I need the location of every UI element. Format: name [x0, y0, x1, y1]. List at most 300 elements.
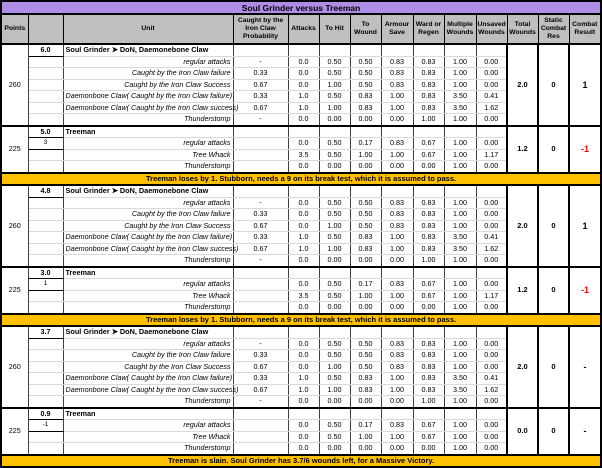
value-cell[interactable]: 1.00 — [444, 56, 476, 68]
value-cell[interactable]: 0.00 — [381, 443, 413, 455]
value-cell[interactable]: 0.83 — [413, 373, 444, 385]
result-banner[interactable]: Treeman is slain. Soul Grinder has 3.7/6 wounds left, for a Massive Victory. — [1, 455, 601, 468]
value-cell[interactable]: 0.50 — [319, 197, 350, 209]
column-header-total-wounds[interactable]: Total Wounds — [507, 14, 538, 44]
value-cell[interactable]: 3.50 — [444, 384, 476, 396]
value-cell[interactable] — [350, 408, 381, 420]
value-cell[interactable]: 0.50 — [319, 149, 350, 161]
score-note-cell[interactable] — [28, 384, 63, 396]
unit-title-cell[interactable]: Soul Grinder ➤ DoN, Daemonebone Claw — [63, 185, 233, 197]
value-cell[interactable]: 1.00 — [319, 361, 350, 373]
score-note-cell[interactable] — [28, 302, 63, 314]
value-cell[interactable]: 0.83 — [413, 232, 444, 244]
value-cell[interactable]: 0.83 — [381, 279, 413, 291]
probability-cell[interactable] — [233, 443, 288, 455]
value-cell[interactable]: 1.00 — [350, 290, 381, 302]
value-cell[interactable] — [476, 44, 507, 56]
points-cell[interactable]: 225 — [1, 408, 28, 455]
value-cell[interactable]: 0.67 — [413, 431, 444, 443]
column-header-points[interactable]: Points — [1, 14, 28, 44]
combat-result-cell[interactable]: -1 — [569, 126, 601, 173]
value-cell[interactable]: 0.67 — [413, 138, 444, 150]
attack-type-label[interactable]: Thunderstomp — [63, 443, 233, 455]
value-cell[interactable]: 0.0 — [288, 443, 319, 455]
value-cell[interactable]: 0.83 — [381, 420, 413, 432]
value-cell[interactable]: 0.00 — [319, 255, 350, 267]
value-cell[interactable]: 1.00 — [444, 350, 476, 362]
value-cell[interactable] — [288, 44, 319, 56]
value-cell[interactable]: 0.0 — [288, 138, 319, 150]
value-cell[interactable]: 0.41 — [476, 373, 507, 385]
attack-type-label[interactable]: Daemonbone Claw( Caught by the Iron Claw success) — [63, 102, 233, 114]
value-cell[interactable]: 0.0 — [288, 255, 319, 267]
value-cell[interactable] — [381, 185, 413, 197]
unit-score-cell[interactable]: 4.8 — [28, 185, 63, 197]
value-cell[interactable]: 3.5 — [288, 149, 319, 161]
value-cell[interactable]: 1.0 — [288, 232, 319, 244]
points-cell[interactable]: 260 — [1, 44, 28, 126]
probability-cell[interactable]: 0.67 — [233, 384, 288, 396]
probability-cell[interactable] — [233, 138, 288, 150]
attack-type-label[interactable]: Thunderstomp — [63, 302, 233, 314]
probability-cell[interactable] — [233, 44, 288, 56]
value-cell[interactable]: 3.5 — [288, 290, 319, 302]
score-note-cell[interactable] — [28, 431, 63, 443]
column-header-unsaved-wounds[interactable]: Unsaved Wounds — [476, 14, 507, 44]
score-note-cell[interactable] — [28, 361, 63, 373]
attack-type-label[interactable]: regular attacks — [63, 279, 233, 291]
value-cell[interactable]: 0.00 — [350, 302, 381, 314]
probability-cell[interactable]: 0.67 — [233, 361, 288, 373]
value-cell[interactable]: 0.0 — [288, 79, 319, 91]
static-combat-res-cell[interactable]: 0 — [538, 326, 569, 408]
value-cell[interactable]: 0.0 — [288, 338, 319, 350]
value-cell[interactable]: 0.00 — [381, 161, 413, 173]
attack-type-label[interactable]: regular attacks — [63, 138, 233, 150]
value-cell[interactable]: 0.50 — [319, 138, 350, 150]
score-note-cell[interactable] — [28, 102, 63, 114]
value-cell[interactable]: 0.83 — [350, 373, 381, 385]
unit-score-cell[interactable]: 5.0 — [28, 126, 63, 138]
probability-cell[interactable]: - — [233, 114, 288, 126]
attack-type-label[interactable]: Caught by the Iron Claw Success — [63, 361, 233, 373]
value-cell[interactable]: 0.50 — [319, 290, 350, 302]
value-cell[interactable]: 0.83 — [350, 243, 381, 255]
value-cell[interactable] — [413, 44, 444, 56]
score-note-cell[interactable] — [28, 290, 63, 302]
value-cell[interactable]: 0.83 — [413, 91, 444, 103]
value-cell[interactable]: 0.0 — [288, 197, 319, 209]
unit-score-cell[interactable]: 3.0 — [28, 267, 63, 279]
attack-type-label[interactable]: Daemonbone Claw( Caught by the Iron Claw failure) — [63, 232, 233, 244]
value-cell[interactable] — [319, 126, 350, 138]
value-cell[interactable]: 0.83 — [381, 220, 413, 232]
value-cell[interactable]: 1.00 — [319, 384, 350, 396]
value-cell[interactable]: 0.00 — [319, 114, 350, 126]
value-cell[interactable]: 0.67 — [413, 290, 444, 302]
value-cell[interactable]: 0.50 — [319, 431, 350, 443]
result-banner[interactable]: Treeman loses by 1. Stubborn, needs a 9 on its break test, which it is assumed to pass. — [1, 173, 601, 186]
value-cell[interactable]: 1.17 — [476, 149, 507, 161]
value-cell[interactable] — [350, 126, 381, 138]
value-cell[interactable]: 0.50 — [319, 68, 350, 80]
probability-cell[interactable]: 0.33 — [233, 373, 288, 385]
value-cell[interactable]: 1.00 — [381, 149, 413, 161]
value-cell[interactable]: 0.83 — [381, 209, 413, 221]
value-cell[interactable]: 0.00 — [476, 431, 507, 443]
value-cell[interactable]: 0.00 — [350, 161, 381, 173]
value-cell[interactable]: 1.00 — [319, 79, 350, 91]
attack-type-label[interactable]: regular attacks — [63, 197, 233, 209]
combat-result-cell[interactable]: -1 — [569, 267, 601, 314]
points-cell[interactable]: 225 — [1, 267, 28, 314]
unit-title-cell[interactable]: Treeman — [63, 408, 233, 420]
value-cell[interactable] — [413, 326, 444, 338]
value-cell[interactable] — [381, 326, 413, 338]
value-cell[interactable]: 0.50 — [319, 338, 350, 350]
points-cell[interactable]: 260 — [1, 185, 28, 267]
value-cell[interactable]: 0.50 — [350, 68, 381, 80]
attack-type-label[interactable]: regular attacks — [63, 338, 233, 350]
value-cell[interactable]: 0.0 — [288, 396, 319, 408]
value-cell[interactable]: 0.00 — [319, 302, 350, 314]
value-cell[interactable]: 1.00 — [413, 114, 444, 126]
total-wounds-cell[interactable]: 1.2 — [507, 267, 538, 314]
column-header-unit[interactable]: Unit — [63, 14, 233, 44]
value-cell[interactable]: 1.00 — [381, 102, 413, 114]
value-cell[interactable]: 1.00 — [444, 138, 476, 150]
probability-cell[interactable]: 0.33 — [233, 209, 288, 221]
value-cell[interactable]: 1.17 — [476, 290, 507, 302]
value-cell[interactable]: 0.50 — [319, 56, 350, 68]
score-note-cell[interactable] — [28, 149, 63, 161]
value-cell[interactable] — [350, 44, 381, 56]
value-cell[interactable] — [476, 326, 507, 338]
value-cell[interactable]: 1.0 — [288, 373, 319, 385]
value-cell[interactable] — [350, 326, 381, 338]
value-cell[interactable]: 0.83 — [381, 138, 413, 150]
value-cell[interactable] — [413, 185, 444, 197]
column-header-to-hit[interactable]: To Hit — [319, 14, 350, 44]
value-cell[interactable]: 0.0 — [288, 350, 319, 362]
probability-cell[interactable]: 0.67 — [233, 243, 288, 255]
value-cell[interactable]: 0.50 — [319, 373, 350, 385]
value-cell[interactable]: 0.83 — [413, 197, 444, 209]
value-cell[interactable]: 1.00 — [444, 161, 476, 173]
value-cell[interactable]: 0.83 — [381, 350, 413, 362]
value-cell[interactable]: 0.50 — [319, 209, 350, 221]
probability-cell[interactable]: 0.33 — [233, 68, 288, 80]
value-cell[interactable]: 0.00 — [413, 302, 444, 314]
attack-type-label[interactable]: Daemonbone Claw( Caught by the Iron Claw failure) — [63, 91, 233, 103]
value-cell[interactable] — [444, 326, 476, 338]
value-cell[interactable]: 0.00 — [476, 79, 507, 91]
value-cell[interactable]: 0.17 — [350, 420, 381, 432]
score-note-cell[interactable]: -1 — [28, 420, 63, 432]
value-cell[interactable]: 0.00 — [381, 396, 413, 408]
total-wounds-cell[interactable]: 2.0 — [507, 326, 538, 408]
result-banner[interactable]: Treeman loses by 1. Stubborn, needs a 9 on its break test, which it is assumed to pass. — [1, 314, 601, 327]
value-cell[interactable]: 0.83 — [350, 91, 381, 103]
value-cell[interactable]: 1.00 — [444, 431, 476, 443]
value-cell[interactable] — [413, 267, 444, 279]
value-cell[interactable] — [413, 408, 444, 420]
score-note-cell[interactable] — [28, 91, 63, 103]
score-note-cell[interactable] — [28, 220, 63, 232]
value-cell[interactable]: 0.00 — [476, 161, 507, 173]
value-cell[interactable] — [476, 185, 507, 197]
value-cell[interactable]: 0.83 — [413, 56, 444, 68]
value-cell[interactable]: 0.00 — [476, 56, 507, 68]
probability-cell[interactable] — [233, 161, 288, 173]
value-cell[interactable]: 1.0 — [288, 91, 319, 103]
attack-type-label[interactable]: Daemonbone Claw( Caught by the Iron Claw success) — [63, 384, 233, 396]
value-cell[interactable]: 0.0 — [288, 56, 319, 68]
value-cell[interactable]: 1.00 — [444, 396, 476, 408]
column-header-attacks[interactable]: Attacks — [288, 14, 319, 44]
unit-score-cell[interactable]: 6.0 — [28, 44, 63, 56]
score-note-cell[interactable] — [28, 209, 63, 221]
value-cell[interactable]: 0.50 — [350, 79, 381, 91]
unit-title-cell[interactable]: Treeman — [63, 267, 233, 279]
attack-type-label[interactable]: Daemonbone Claw( Caught by the Iron Claw success) — [63, 243, 233, 255]
probability-cell[interactable] — [233, 290, 288, 302]
value-cell[interactable]: 0.50 — [350, 338, 381, 350]
value-cell[interactable] — [444, 185, 476, 197]
score-note-cell[interactable] — [28, 68, 63, 80]
score-note-cell[interactable] — [28, 56, 63, 68]
value-cell[interactable]: 1.0 — [288, 243, 319, 255]
value-cell[interactable]: 0.67 — [413, 279, 444, 291]
total-wounds-cell[interactable]: 2.0 — [507, 185, 538, 267]
value-cell[interactable]: 0.41 — [476, 91, 507, 103]
score-note-cell[interactable] — [28, 114, 63, 126]
attack-type-label[interactable]: regular attacks — [63, 420, 233, 432]
value-cell[interactable]: 1.00 — [381, 373, 413, 385]
probability-cell[interactable]: 0.67 — [233, 79, 288, 91]
value-cell[interactable]: 0.00 — [319, 161, 350, 173]
column-header-to-wound[interactable]: To Wound — [350, 14, 381, 44]
value-cell[interactable] — [319, 185, 350, 197]
value-cell[interactable]: 0.0 — [288, 361, 319, 373]
value-cell[interactable]: 0.00 — [350, 443, 381, 455]
value-cell[interactable]: 0.50 — [350, 350, 381, 362]
value-cell[interactable]: 0.0 — [288, 431, 319, 443]
attack-type-label[interactable]: Thunderstomp — [63, 255, 233, 267]
value-cell[interactable]: 0.00 — [350, 396, 381, 408]
attack-type-label[interactable]: Caught by the Iron Claw failure — [63, 350, 233, 362]
value-cell[interactable]: 0.0 — [288, 209, 319, 221]
value-cell[interactable] — [288, 408, 319, 420]
combat-result-cell[interactable]: 1 — [569, 185, 601, 267]
value-cell[interactable]: 1.00 — [444, 220, 476, 232]
value-cell[interactable]: 0.83 — [350, 102, 381, 114]
value-cell[interactable]: 3.50 — [444, 232, 476, 244]
value-cell[interactable]: 0.83 — [413, 68, 444, 80]
value-cell[interactable] — [381, 408, 413, 420]
value-cell[interactable]: 0.00 — [381, 114, 413, 126]
score-note-cell[interactable] — [28, 243, 63, 255]
value-cell[interactable]: 0.17 — [350, 279, 381, 291]
static-combat-res-cell[interactable]: 0 — [538, 126, 569, 173]
value-cell[interactable]: 0.0 — [288, 114, 319, 126]
value-cell[interactable]: 0.17 — [350, 138, 381, 150]
value-cell[interactable]: 0.00 — [476, 302, 507, 314]
unit-title-cell[interactable]: Treeman — [63, 126, 233, 138]
probability-cell[interactable] — [233, 267, 288, 279]
probability-cell[interactable] — [233, 420, 288, 432]
value-cell[interactable]: 0.83 — [381, 56, 413, 68]
value-cell[interactable]: 0.83 — [350, 232, 381, 244]
probability-cell[interactable]: 0.67 — [233, 220, 288, 232]
value-cell[interactable]: 0.00 — [381, 255, 413, 267]
value-cell[interactable]: 0.00 — [476, 279, 507, 291]
value-cell[interactable]: 0.00 — [476, 197, 507, 209]
static-combat-res-cell[interactable]: 0 — [538, 267, 569, 314]
value-cell[interactable]: 0.00 — [350, 114, 381, 126]
value-cell[interactable]: 1.00 — [444, 255, 476, 267]
value-cell[interactable]: 1.00 — [381, 243, 413, 255]
points-cell[interactable]: 225 — [1, 126, 28, 173]
value-cell[interactable]: 0.83 — [413, 102, 444, 114]
probability-cell[interactable]: 0.33 — [233, 350, 288, 362]
value-cell[interactable] — [319, 44, 350, 56]
value-cell[interactable]: 1.0 — [288, 384, 319, 396]
score-note-cell[interactable]: 3 — [28, 138, 63, 150]
attack-type-label[interactable]: Tree Whack — [63, 290, 233, 302]
attack-type-label[interactable]: Thunderstomp — [63, 161, 233, 173]
value-cell[interactable]: 0.50 — [319, 279, 350, 291]
value-cell[interactable]: 0.00 — [476, 68, 507, 80]
total-wounds-cell[interactable]: 1.2 — [507, 126, 538, 173]
value-cell[interactable]: 0.00 — [476, 361, 507, 373]
attack-type-label[interactable]: Tree Whack — [63, 149, 233, 161]
value-cell[interactable]: 0.83 — [413, 338, 444, 350]
value-cell[interactable]: 0.00 — [381, 302, 413, 314]
value-cell[interactable] — [288, 126, 319, 138]
value-cell[interactable]: 1.00 — [350, 149, 381, 161]
score-note-cell[interactable] — [28, 79, 63, 91]
value-cell[interactable]: 1.0 — [288, 102, 319, 114]
value-cell[interactable] — [444, 408, 476, 420]
value-cell[interactable]: 0.50 — [319, 350, 350, 362]
value-cell[interactable] — [444, 267, 476, 279]
probability-cell[interactable] — [233, 126, 288, 138]
attack-type-label[interactable]: Caught by the Iron Claw Success — [63, 79, 233, 91]
probability-cell[interactable] — [233, 302, 288, 314]
value-cell[interactable]: 0.00 — [319, 396, 350, 408]
probability-cell[interactable] — [233, 149, 288, 161]
probability-cell[interactable]: - — [233, 56, 288, 68]
value-cell[interactable]: 3.50 — [444, 373, 476, 385]
value-cell[interactable]: 0.67 — [413, 420, 444, 432]
probability-cell[interactable] — [233, 431, 288, 443]
value-cell[interactable]: 0.83 — [381, 68, 413, 80]
value-cell[interactable]: 1.00 — [444, 443, 476, 455]
value-cell[interactable]: 0.00 — [476, 350, 507, 362]
value-cell[interactable]: 1.00 — [444, 209, 476, 221]
value-cell[interactable]: 0.50 — [319, 232, 350, 244]
value-cell[interactable]: 0.00 — [476, 114, 507, 126]
value-cell[interactable] — [381, 44, 413, 56]
score-note-cell[interactable]: 1 — [28, 279, 63, 291]
probability-cell[interactable]: 0.67 — [233, 102, 288, 114]
column-header-multiple-wounds[interactable]: Multiple Wounds — [444, 14, 476, 44]
probability-cell[interactable]: - — [233, 396, 288, 408]
value-cell[interactable]: 0.00 — [476, 338, 507, 350]
attack-type-label[interactable]: Thunderstomp — [63, 114, 233, 126]
value-cell[interactable]: 0.0 — [288, 420, 319, 432]
static-combat-res-cell[interactable]: 0 — [538, 185, 569, 267]
value-cell[interactable]: 0.50 — [350, 209, 381, 221]
value-cell[interactable]: 1.00 — [444, 279, 476, 291]
value-cell[interactable] — [476, 408, 507, 420]
attack-type-label[interactable]: Daemonbone Claw( Caught by the Iron Claw failure) — [63, 373, 233, 385]
column-header-blank[interactable] — [28, 14, 63, 44]
value-cell[interactable]: 1.00 — [413, 255, 444, 267]
value-cell[interactable]: 0.50 — [350, 220, 381, 232]
score-note-cell[interactable] — [28, 338, 63, 350]
value-cell[interactable]: 0.00 — [350, 255, 381, 267]
value-cell[interactable]: 0.0 — [288, 68, 319, 80]
value-cell[interactable]: 0.50 — [319, 91, 350, 103]
value-cell[interactable] — [444, 44, 476, 56]
static-combat-res-cell[interactable]: 0 — [538, 408, 569, 455]
column-header-static-combat-res[interactable]: Static Combat Res — [538, 14, 569, 44]
value-cell[interactable]: 0.83 — [381, 197, 413, 209]
value-cell[interactable] — [288, 326, 319, 338]
value-cell[interactable]: 0.83 — [413, 350, 444, 362]
unit-score-cell[interactable]: 0.9 — [28, 408, 63, 420]
attack-type-label[interactable]: Caught by the Iron Claw failure — [63, 68, 233, 80]
unit-score-cell[interactable]: 3.7 — [28, 326, 63, 338]
value-cell[interactable] — [288, 185, 319, 197]
value-cell[interactable] — [319, 267, 350, 279]
value-cell[interactable]: 0.41 — [476, 232, 507, 244]
value-cell[interactable]: 0.83 — [350, 384, 381, 396]
score-note-cell[interactable] — [28, 197, 63, 209]
value-cell[interactable] — [381, 267, 413, 279]
value-cell[interactable]: 1.00 — [319, 220, 350, 232]
total-wounds-cell[interactable]: 2.0 — [507, 44, 538, 126]
value-cell[interactable]: 1.00 — [413, 396, 444, 408]
probability-cell[interactable]: 0.33 — [233, 232, 288, 244]
value-cell[interactable]: 1.00 — [381, 384, 413, 396]
unit-title-cell[interactable]: Soul Grinder ➤ DoN, Daemonebone Claw — [63, 44, 233, 56]
score-note-cell[interactable] — [28, 350, 63, 362]
value-cell[interactable]: 0.0 — [288, 220, 319, 232]
value-cell[interactable]: 0.83 — [413, 79, 444, 91]
value-cell[interactable]: 0.83 — [413, 209, 444, 221]
value-cell[interactable]: 1.00 — [381, 91, 413, 103]
value-cell[interactable] — [350, 267, 381, 279]
value-cell[interactable]: 1.00 — [444, 361, 476, 373]
probability-cell[interactable] — [233, 279, 288, 291]
value-cell[interactable]: 0.00 — [413, 443, 444, 455]
total-wounds-cell[interactable]: 0.0 — [507, 408, 538, 455]
points-cell[interactable]: 260 — [1, 326, 28, 408]
attack-type-label[interactable]: Caught by the Iron Claw failure — [63, 209, 233, 221]
value-cell[interactable] — [350, 185, 381, 197]
probability-cell[interactable] — [233, 185, 288, 197]
combat-result-cell[interactable]: - — [569, 326, 601, 408]
combat-result-cell[interactable]: - — [569, 408, 601, 455]
score-note-cell[interactable] — [28, 232, 63, 244]
value-cell[interactable] — [288, 267, 319, 279]
probability-cell[interactable] — [233, 408, 288, 420]
value-cell[interactable]: 0.00 — [476, 443, 507, 455]
score-note-cell[interactable] — [28, 373, 63, 385]
